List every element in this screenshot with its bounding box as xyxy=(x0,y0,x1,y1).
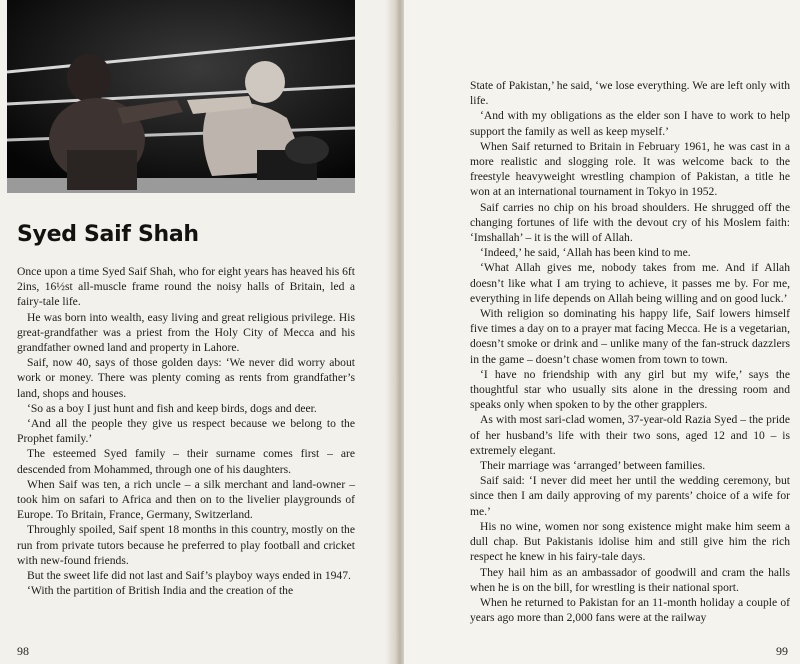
paragraph: ‘Indeed,’ he said, ‘Allah has been kind to me. xyxy=(480,246,691,260)
wrestling-photo-icon xyxy=(7,0,355,193)
left-page xyxy=(0,0,396,664)
paragraph: Throughly spoiled, Saif spent 18 months in this country, mostly on the run from private tutors because he preferred to play football and cricket with new-found friends. xyxy=(17,523,355,567)
paragraph: The esteemed Syed family – their surname comes first – are descended from Mohammed, through one of his daughters. xyxy=(17,447,355,476)
wrestling-photo xyxy=(7,0,355,193)
page-number-right: 99 xyxy=(776,644,788,658)
paragraph: But the sweet life did not last and Saif’s playboy ways ended in 1947. xyxy=(27,569,351,583)
paragraph: When he returned to Pakistan for an 11-month holiday a couple of years ago more than 2,000 fans were at the railway xyxy=(470,595,790,625)
paragraph: Saif said: ‘I never did meet her until the wedding ceremony, but since then I am daily approving of my parents’ choice of a wife for me.’ xyxy=(470,474,790,518)
paragraph: Saif carries no chip on his broad shoulders. He shrugged off the changing fortunes of life with the devout cry of his Moslem faith: ‘Imshallah’ – it is the will of Allah. xyxy=(470,200,790,245)
paragraph: His no wine, women nor song existence might make him seem a dull chap. But Pakistanis idolise him and still give him the rich respect he knew in his fairy-tale days. xyxy=(470,519,790,564)
paragraph: State of Pakistan,’ he said, ‘we lose everything. We are left only with life. xyxy=(470,79,790,108)
paragraph: When Saif was ten, a rich uncle – a silk merchant and land-owner – took him on safari to Africa and then on to the livelier playgrounds of Europe. To Britain, France, Germany, Switzerland. xyxy=(17,477,355,522)
paragraph: ‘And all the people they give us respect because we belong to the Prophet family.’ xyxy=(17,417,355,446)
paragraph: ‘What Allah gives me, nobody takes from me. And if Allah doesn’t like what I am trying to achieve, it passes me by. For me, everything in life depends on Allah being willing and on good luck.’ xyxy=(470,261,790,305)
paragraph: As with most sari-clad women, 37-year-old Razia Syed – the pride of her husband’s life with their two sons, aged 12 and 10 – is extremely elegant. xyxy=(470,413,790,457)
page-number-left: 98 xyxy=(17,644,29,658)
paragraph: When Saif returned to Britain in February 1961, he was cast in a more realistic and slogging role. It was welcome back to the freestyle heavyweight wrestling champion of Pakistan, a title he won at an international tournament in Tokyo in 1952. xyxy=(470,139,790,199)
paragraph: He was born into wealth, easy living and great religious privilege. His great-grandfather was a priest from the Holy City of Mecca and his grandfather owned land and property in Lahore. xyxy=(17,310,355,355)
article-title: Syed Saif Shah xyxy=(17,222,199,247)
paragraph: ‘I have no friendship with any girl but my wife,’ says the thoughtful star who usually sits alone in the dressing room and speaks only when spoken to by the other grapplers. xyxy=(470,367,790,412)
paragraph: ‘With the partition of British India and the creation of the xyxy=(27,584,294,598)
paragraph: Their marriage was ‘arranged’ between families. xyxy=(480,459,706,473)
paragraph: Saif, now 40, says of those golden days: ‘We never did worry about work or money. There was plenty coming as rents from grandfather’s land, shops and houses. xyxy=(17,356,355,400)
paragraph: ‘And with my obligations as the elder son I have to work to help support the family as well as keep myself.’ xyxy=(470,109,790,138)
paragraph: With religion so dominating his happy life, Saif lowers himself five times a day on to a prayer mat facing Mecca. He is a vegetarian, doesn’t smoke or drink and – unlike many of the fan-struck dazzlers in the game – doesn’t chase women from town to town. xyxy=(470,307,790,366)
paragraph: Once upon a time Syed Saif Shah, who for eight years has heaved his 6ft 2ins, 16½st all-muscle frame round the noisy halls of Britain, led a fairy-tale life. xyxy=(17,265,355,309)
paragraph: They hail him as an ambassador of goodwill and cram the halls when he is on the bill, for wrestling is their national sport. xyxy=(470,565,790,594)
left-column-text xyxy=(17,264,355,598)
paragraph: ‘So as a boy I just hunt and fish and keep birds, dogs and deer. xyxy=(27,401,317,415)
right-column-text xyxy=(470,78,790,625)
